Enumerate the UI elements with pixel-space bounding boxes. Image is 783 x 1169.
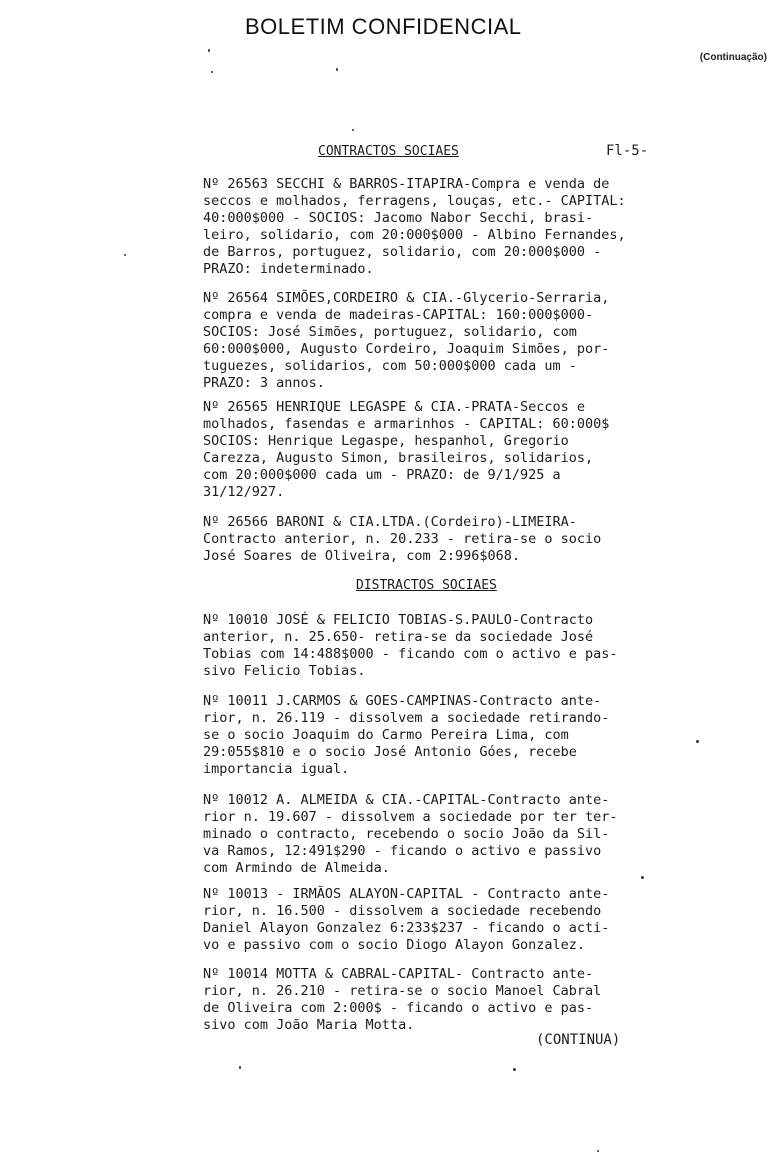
continua-label: (CONTINUA) <box>536 1032 621 1048</box>
scan-speck <box>597 1150 599 1152</box>
distrato-entry: Nº 10014 MOTTA & CABRAL-CAPITAL- Contracto ante- rior, n. 26.210 - retira-se o socio Manoel Cabral de Oliveira com 2:000$ - ficando o activo e pas- sivo com João Maria Motta. <box>203 966 602 1033</box>
page-number: Fl-5- <box>606 143 649 159</box>
scan-speck <box>208 49 210 52</box>
page-header-title: BOLETIM CONFIDENCIAL <box>245 14 522 39</box>
scan-speck <box>352 129 354 131</box>
contrato-entry: Nº 26564 SIMÕES,CORDEIRO & CIA.-Glycerio-Serraria, compra e venda de madeiras-CAPITAL: 160:000$000- SOCIOS: José Simões, portuguez, solidario, com 60:000$000, Augusto Cordeiro, Joaquim Simões, por- tuguezes, solidarios, com 50:000$000 cada um - PRAZO: 3 annos. <box>203 290 610 391</box>
distrato-entry: Nº 10010 JOSÉ & FELICIO TOBIAS-S.PAULO-Contracto anterior, n. 25.650- retira-se da sociedade José Tobias com 14:488$000 - ficando com o activo e pas- sivo Felicio Tobias. <box>203 612 618 679</box>
section-title-contratos: CONTRACTOS SOCIAES <box>318 144 459 159</box>
scan-speck <box>641 876 644 879</box>
distrato-entry: Nº 10011 J.CARMOS & GOES-CAMPINAS-Contracto ante- rior, n. 26.119 - dissolvem a sociedade retirando- se o socio Joaquim do Carmo Pereira Lima, com 29:055$810 e o socio José Antonio Góes, recebe importancia igual. <box>203 693 610 777</box>
scan-speck <box>513 1068 516 1071</box>
distrato-entry: Nº 10013 - IRMÃOS ALAYON-CAPITAL - Contracto ante- rior, n. 16.500 - dissolvem a sociedade recebendo Daniel Alayon Gonzalez 6:233$237 - ficando o acti- vo e passivo com o socio Diogo Alayon Gonzalez. <box>203 886 610 953</box>
scan-speck <box>124 254 126 256</box>
contrato-entry: Nº 26566 BARONI & CIA.LTDA.(Cordeiro)-LIMEIRA- Contracto anterior, n. 20.233 - retira-se o socio José Soares de Oliveira, com 2:996$068. <box>203 514 602 564</box>
scan-speck <box>239 1066 241 1069</box>
section-title-distratos: DISTRACTOS SOCIAES <box>356 578 497 593</box>
scan-speck <box>211 71 213 73</box>
scan-speck <box>336 68 338 71</box>
distrato-entry: Nº 10012 A. ALMEIDA & CIA.-CAPITAL-Contracto ante- rior n. 19.607 - dissolvem a sociedade por ter ter- minado o contracto, recebendo o socio João da Sil- va Ramos, 12:491$290 - ficando o activo e passivo com Armindo de Almeida. <box>203 792 618 876</box>
contrato-entry: Nº 26563 SECCHI & BARROS-ITAPIRA-Compra e venda de seccos e molhados, ferragens, louças, etc.- CAPITAL: 40:000$000 - SOCIOS: Jacomo Nabor Secchi, brasi- leiro, solidario, com 20:000$000 - Albino Fernandes, de Barros, portuguez, solidario, com 20:000$000 - PRAZO: indeterminado. <box>203 176 626 277</box>
continuation-label: (Continuação) <box>699 52 767 63</box>
scan-speck <box>696 740 699 743</box>
contrato-entry: Nº 26565 HENRIQUE LEGASPE & CIA.-PRATA-Seccos e molhados, fasendas e armarinhos - CAPITAL: 60:000$ SOCIOS: Henrique Legaspe, hespanhol, Gregorio Carezza, Augusto Simon, brasileiros, solidarios, com 20:000$000 cada um - PRAZO: de 9/1/925 a 31/12/927. <box>203 399 610 500</box>
